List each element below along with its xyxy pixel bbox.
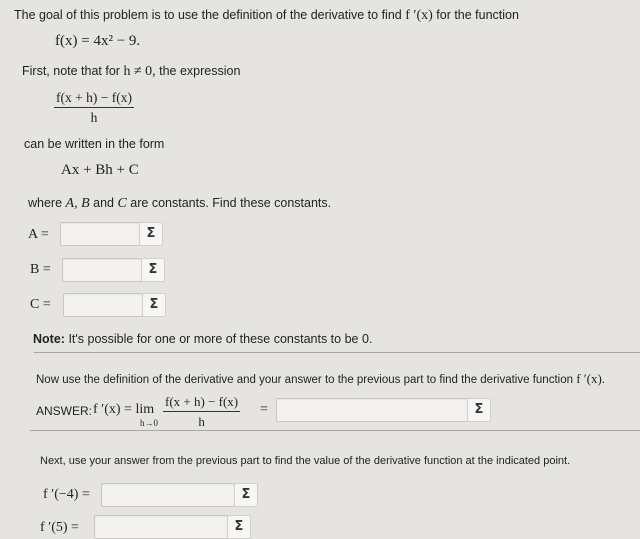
- dq-denominator: h: [90, 110, 98, 125]
- divider-2: [30, 430, 640, 431]
- dq-numerator: f(x + h) − f(x): [54, 90, 134, 108]
- first-suffix: the expression: [159, 64, 241, 78]
- eval2-sigma-button[interactable]: Σ: [227, 515, 251, 539]
- b-input[interactable]: [62, 258, 142, 282]
- lim-subscript: h→0: [140, 418, 158, 428]
- eval1-label: f ′(−4) =: [43, 487, 90, 502]
- derivative-input[interactable]: [276, 398, 468, 422]
- where-word: where: [28, 196, 63, 210]
- goal-text: [14, 8, 519, 24]
- difference-quotient: [54, 90, 134, 126]
- form-expression: Ax + Bh + C: [61, 162, 139, 178]
- goal-fprime: f ′(x): [405, 8, 433, 23]
- where-end: are constants. Find these constants.: [130, 196, 332, 210]
- where-vars: A, B: [65, 196, 90, 211]
- c-input[interactable]: [63, 293, 143, 317]
- c-label: C =: [30, 297, 51, 312]
- h-condition: h ≠ 0,: [123, 64, 156, 79]
- answer-numerator: f(x + h) − f(x): [163, 394, 240, 412]
- a-sigma-button[interactable]: Σ: [139, 222, 163, 246]
- divider-1: [34, 352, 640, 353]
- answer-fraction: [163, 394, 240, 430]
- first-text: [22, 64, 240, 80]
- answer-denominator: h: [198, 414, 205, 429]
- where-and: and: [93, 196, 114, 210]
- c-sigma-button[interactable]: Σ: [142, 293, 166, 317]
- b-sigma-button[interactable]: Σ: [141, 258, 165, 282]
- first-text-main: First, note that for: [22, 64, 120, 78]
- b-label: B =: [30, 262, 51, 277]
- goal-suffix: for the function: [436, 8, 519, 22]
- part3-instruction: Next, use your answer from the previous part to find the value of the derivative function at the indicated point.: [40, 455, 571, 467]
- part2-instruction-text: Now use the definition of the derivative and your answer to the previous part to find the derivative function: [36, 374, 573, 386]
- derivative-sigma-button[interactable]: Σ: [467, 398, 491, 422]
- eval2-input[interactable]: [94, 515, 228, 539]
- note-text: It's possible for one or more of these constants to be 0.: [68, 332, 373, 346]
- note-label: Note:: [33, 332, 65, 346]
- answer-equals: =: [260, 402, 268, 417]
- part2-instruction-fn: f ′(x).: [576, 371, 606, 386]
- function-definition: f(x) = 4x² − 9.: [55, 33, 141, 49]
- goal-text-main: The goal of this problem is to use the definition of the derivative to find: [14, 8, 402, 22]
- where-c: C: [117, 196, 127, 211]
- where-text: [28, 196, 331, 212]
- answer-lhs: f ′(x) = lim: [93, 402, 155, 417]
- eval1-input[interactable]: [101, 483, 235, 507]
- eval2-label: f ′(5) =: [40, 520, 79, 535]
- part2-instruction: [36, 371, 605, 387]
- note: [33, 332, 372, 346]
- a-label: A =: [28, 227, 49, 242]
- a-input[interactable]: [60, 222, 140, 246]
- eval1-sigma-button[interactable]: Σ: [234, 483, 258, 507]
- can-be-text: can be written in the form: [24, 137, 165, 151]
- answer-label: ANSWER:: [36, 404, 93, 418]
